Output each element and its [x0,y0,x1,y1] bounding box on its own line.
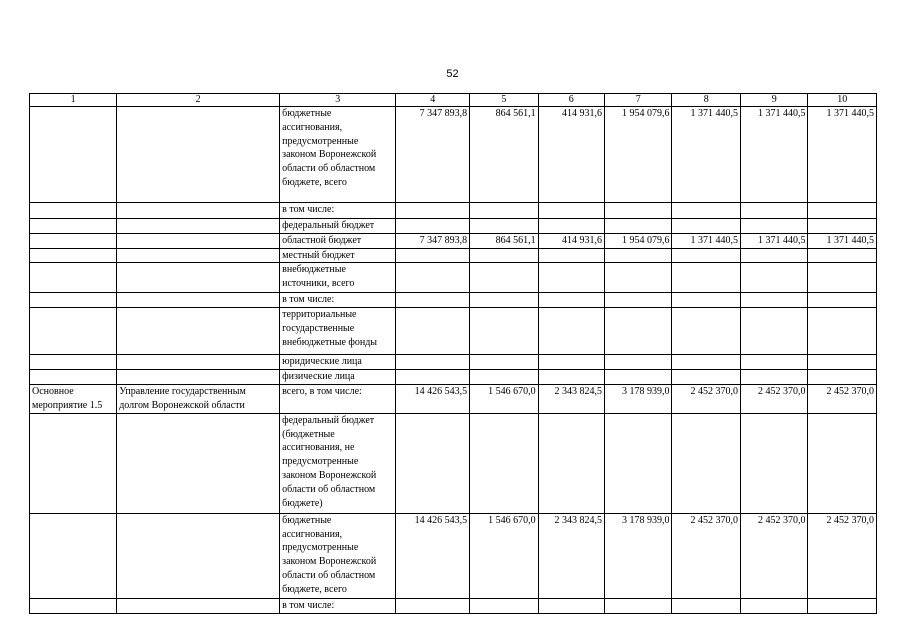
amount-cell [808,598,877,613]
funding-source-cell: территориальные государственные внебюджетные фонды [280,308,396,355]
amount-cell [605,413,672,513]
funding-source-cell: юридические лица [280,355,396,370]
amount-cell [470,219,539,234]
amount-cell [538,598,604,613]
funding-source-cell: федеральный бюджет [280,219,396,234]
amount-cell [396,308,470,355]
executor-cell [117,107,280,203]
amount-cell [538,369,604,384]
amount-cell [396,263,470,293]
amount-cell [470,203,539,219]
amount-cell: 2 452 370,0 [808,384,877,413]
amount-cell [808,263,877,293]
amount-cell: 414 931,6 [538,107,604,203]
amount-cell [538,263,604,293]
funding-source-cell: федеральный бюджет (бюджетные ассигнования, не предусмотренные законом Воронежской области об областном бюджете) [280,413,396,513]
amount-cell [470,248,539,263]
amount-cell [740,248,807,263]
amount-cell [538,293,604,308]
column-number-header-row [30,94,877,107]
amount-cell: 3 178 939,0 [605,513,672,598]
amount-cell [740,203,807,219]
activity-cell [30,413,117,513]
table-row [30,355,877,370]
activity-cell: Основное мероприятие 1.5 [30,384,117,413]
amount-cell [672,308,741,355]
funding-source-cell: бюджетные ассигнования, предусмотренные законом Воронежской области об областном бюджете, всего [280,513,396,598]
column-number-header: 9 [740,94,807,107]
column-number-header: 8 [672,94,741,107]
executor-cell [117,248,280,263]
column-number-header: 5 [470,94,539,107]
amount-cell [672,413,741,513]
amount-cell [538,248,604,263]
amount-cell: 1 371 440,5 [808,107,877,203]
amount-cell [740,598,807,613]
amount-cell [672,263,741,293]
amount-cell: 14 426 543,5 [396,384,470,413]
amount-cell [470,293,539,308]
amount-cell: 1 954 079,6 [605,107,672,203]
amount-cell [396,369,470,384]
table-row [30,293,877,308]
funding-source-cell: в том числе: [280,293,396,308]
amount-cell [396,413,470,513]
amount-cell: 1 371 440,5 [672,233,741,248]
table-row [30,219,877,234]
column-number-header: 6 [538,94,604,107]
activity-cell [30,107,117,203]
amount-cell [740,413,807,513]
column-number-header: 4 [396,94,470,107]
executor-cell [117,513,280,598]
amount-cell [605,263,672,293]
funding-source-cell: областной бюджет [280,233,396,248]
amount-cell [808,355,877,370]
amount-cell [808,248,877,263]
executor-cell [117,369,280,384]
amount-cell [672,355,741,370]
executor-cell: Управление государственным долгом Воронежской области [117,384,280,413]
table-row [30,107,877,203]
amount-cell: 1 371 440,5 [740,107,807,203]
amount-cell [740,293,807,308]
activity-cell [30,369,117,384]
executor-cell [117,233,280,248]
funding-source-cell: в том числе: [280,203,396,219]
amount-cell [605,219,672,234]
amount-cell [740,219,807,234]
table-row [30,513,877,598]
amount-cell [470,263,539,293]
amount-cell [396,248,470,263]
amount-cell [808,413,877,513]
activity-cell [30,248,117,263]
column-number-header: 7 [605,94,672,107]
amount-cell [538,413,604,513]
column-number-header: 2 [117,94,280,107]
amount-cell [538,203,604,219]
amount-cell [740,263,807,293]
amount-cell: 864 561,1 [470,233,539,248]
amount-cell: 1 371 440,5 [672,107,741,203]
table-row [30,248,877,263]
executor-cell [117,355,280,370]
amount-cell [396,598,470,613]
amount-cell [396,219,470,234]
activity-cell [30,233,117,248]
amount-cell [470,355,539,370]
amount-cell [605,308,672,355]
funding-source-cell: всего, в том числе: [280,384,396,413]
amount-cell: 2 452 370,0 [740,384,807,413]
amount-cell: 3 178 939,0 [605,384,672,413]
funding-source-cell: местный бюджет [280,248,396,263]
amount-cell: 1 954 079,6 [605,233,672,248]
executor-cell [117,308,280,355]
amount-cell [605,293,672,308]
table-row [30,384,877,413]
amount-cell [808,293,877,308]
amount-cell [672,203,741,219]
amount-cell: 2 452 370,0 [672,384,741,413]
amount-cell [396,355,470,370]
amount-cell [808,203,877,219]
activity-cell [30,513,117,598]
table-row [30,203,877,219]
amount-cell [672,219,741,234]
page-number: 52 [446,68,459,80]
amount-cell [740,355,807,370]
amount-cell [740,369,807,384]
activity-cell [30,355,117,370]
amount-cell [605,355,672,370]
funding-source-cell: бюджетные ассигнования, предусмотренные законом Воронежской области об областном бюджете, всего [280,107,396,203]
amount-cell [672,248,741,263]
executor-cell [117,293,280,308]
table-row [30,369,877,384]
amount-cell [672,293,741,308]
amount-cell: 2 452 370,0 [672,513,741,598]
amount-cell [396,203,470,219]
amount-cell: 7 347 893,8 [396,233,470,248]
amount-cell: 864 561,1 [470,107,539,203]
column-number-header: 3 [280,94,396,107]
amount-cell [605,369,672,384]
amount-cell [672,369,741,384]
amount-cell: 1 546 670,0 [470,384,539,413]
amount-cell [538,355,604,370]
amount-cell [808,369,877,384]
amount-cell [808,219,877,234]
amount-cell: 1 371 440,5 [808,233,877,248]
funding-source-cell: в том числе: [280,598,396,613]
activity-cell [30,219,117,234]
table-row [30,233,877,248]
table-row [30,598,877,613]
table-body [30,107,877,614]
amount-cell [672,598,741,613]
activity-cell [30,598,117,613]
amount-cell [470,369,539,384]
executor-cell [117,413,280,513]
executor-cell [117,263,280,293]
activity-cell [30,263,117,293]
activity-cell [30,203,117,219]
column-number-header: 10 [808,94,877,107]
funding-source-cell: внебюджетные источники, всего [280,263,396,293]
column-number-header: 1 [30,94,117,107]
table-row [30,308,877,355]
amount-cell: 14 426 543,5 [396,513,470,598]
table-row [30,413,877,513]
amount-cell [740,308,807,355]
executor-cell [117,203,280,219]
activity-cell [30,308,117,355]
amount-cell [538,308,604,355]
amount-cell [470,598,539,613]
amount-cell: 2 452 370,0 [740,513,807,598]
amount-cell: 2 343 824,5 [538,513,604,598]
activity-cell [30,293,117,308]
amount-cell: 2 452 370,0 [808,513,877,598]
amount-cell [605,598,672,613]
executor-cell [117,219,280,234]
amount-cell: 1 371 440,5 [740,233,807,248]
amount-cell: 1 546 670,0 [470,513,539,598]
budget-table [29,93,877,614]
amount-cell: 414 931,6 [538,233,604,248]
funding-source-cell: физические лица [280,369,396,384]
amount-cell: 2 343 824,5 [538,384,604,413]
amount-cell [470,308,539,355]
amount-cell: 7 347 893,8 [396,107,470,203]
amount-cell [538,219,604,234]
executor-cell [117,598,280,613]
amount-cell [396,293,470,308]
amount-cell [470,413,539,513]
amount-cell [808,308,877,355]
amount-cell [605,248,672,263]
amount-cell [605,203,672,219]
table-row [30,263,877,293]
